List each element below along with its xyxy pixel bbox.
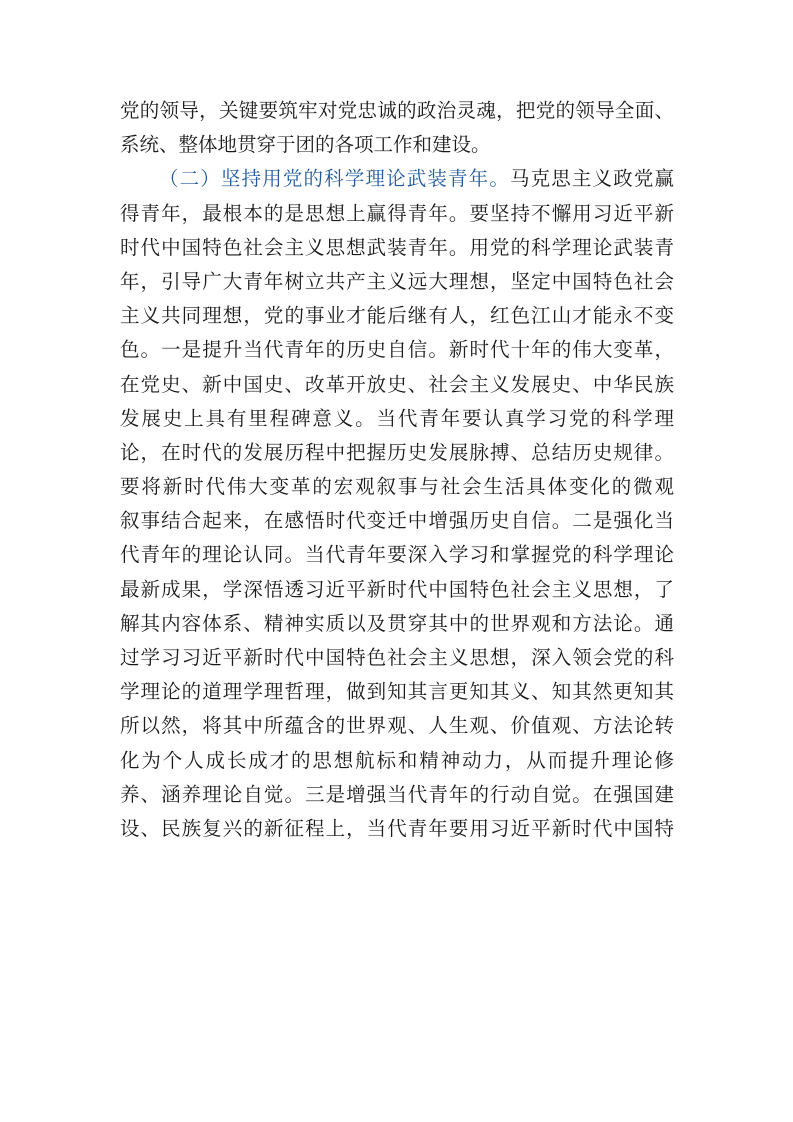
text-line-1: 党的领导，关键要筑牢对党忠诚的政治灵魂，把党的领导全面、 xyxy=(120,99,674,122)
text-line-4: 得青年，最根本的是思想上赢得青年。要坚持不懈用习近平新 xyxy=(120,201,674,225)
text-line-20: 化为个人成长成才的思想航标和精神动力，从而提升理论修 xyxy=(120,748,674,772)
text-line-10: 发展史上具有里程碑意义。当代青年要认真学习党的科学理 xyxy=(120,406,674,430)
text-line-7: 主义共同理想，党的事业才能后继有人，红色江山才能永不变 xyxy=(120,304,674,328)
text-line-15: 最新成果，学深悟透习近平新时代中国特色社会主义思想，了 xyxy=(120,577,674,601)
text-line-3: 马克思主义政党赢 xyxy=(509,167,674,191)
text-line-16: 解其内容体系、精神实质以及贯穿其中的世界观和方法论。通 xyxy=(120,611,674,635)
text-line-5: 时代中国特色社会主义思想武装青年。用党的科学理论武装青 xyxy=(120,235,674,259)
section-heading: （二）坚持用党的科学理论武装青年。 xyxy=(159,167,510,191)
text-line-21: 养、涵养理论自觉。三是增强当代青年的行动自觉。在强国建 xyxy=(120,782,674,806)
text-line-22: 设、民族复兴的新征程上，当代青年要用习近平新时代中国特 xyxy=(120,816,674,840)
text-line-18: 学理论的道理学理哲理，做到知其言更知其义、知其然更知其 xyxy=(120,680,674,704)
text-line-9: 在党史、新中国史、改革开放史、社会主义发展史、中华民族 xyxy=(120,372,674,396)
text-line-6: 年，引导广大青年树立共产主义远大理想，坚定中国特色社会 xyxy=(120,269,674,293)
text-line-2: 系统、整体地贯穿于团的各项工作和建设。 xyxy=(120,133,491,157)
text-line-17: 过学习习近平新时代中国特色社会主义思想，深入领会党的科 xyxy=(120,646,674,669)
text-line-8: 色。一是提升当代青年的历史自信。新时代十年的伟大变革， xyxy=(120,338,674,362)
section-heading-line xyxy=(120,162,674,196)
body-text xyxy=(120,94,674,846)
text-line-11: 论，在时代的发展历程中把握历史发展脉搏、总结历史规律。 xyxy=(120,440,674,464)
text-line-12: 要将新时代伟大变革的宏观叙事与社会生活具体变化的微观 xyxy=(120,475,674,499)
text-line-14: 代青年的理论认同。当代青年要深入学习和掌握党的科学理论 xyxy=(120,543,674,567)
text-line-13: 叙事结合起来，在感悟时代变迁中增强历史自信。二是强化当 xyxy=(120,509,674,533)
text-line-19: 所以然，将其中所蕴含的世界观、人生观、价值观、方法论转 xyxy=(120,714,674,738)
